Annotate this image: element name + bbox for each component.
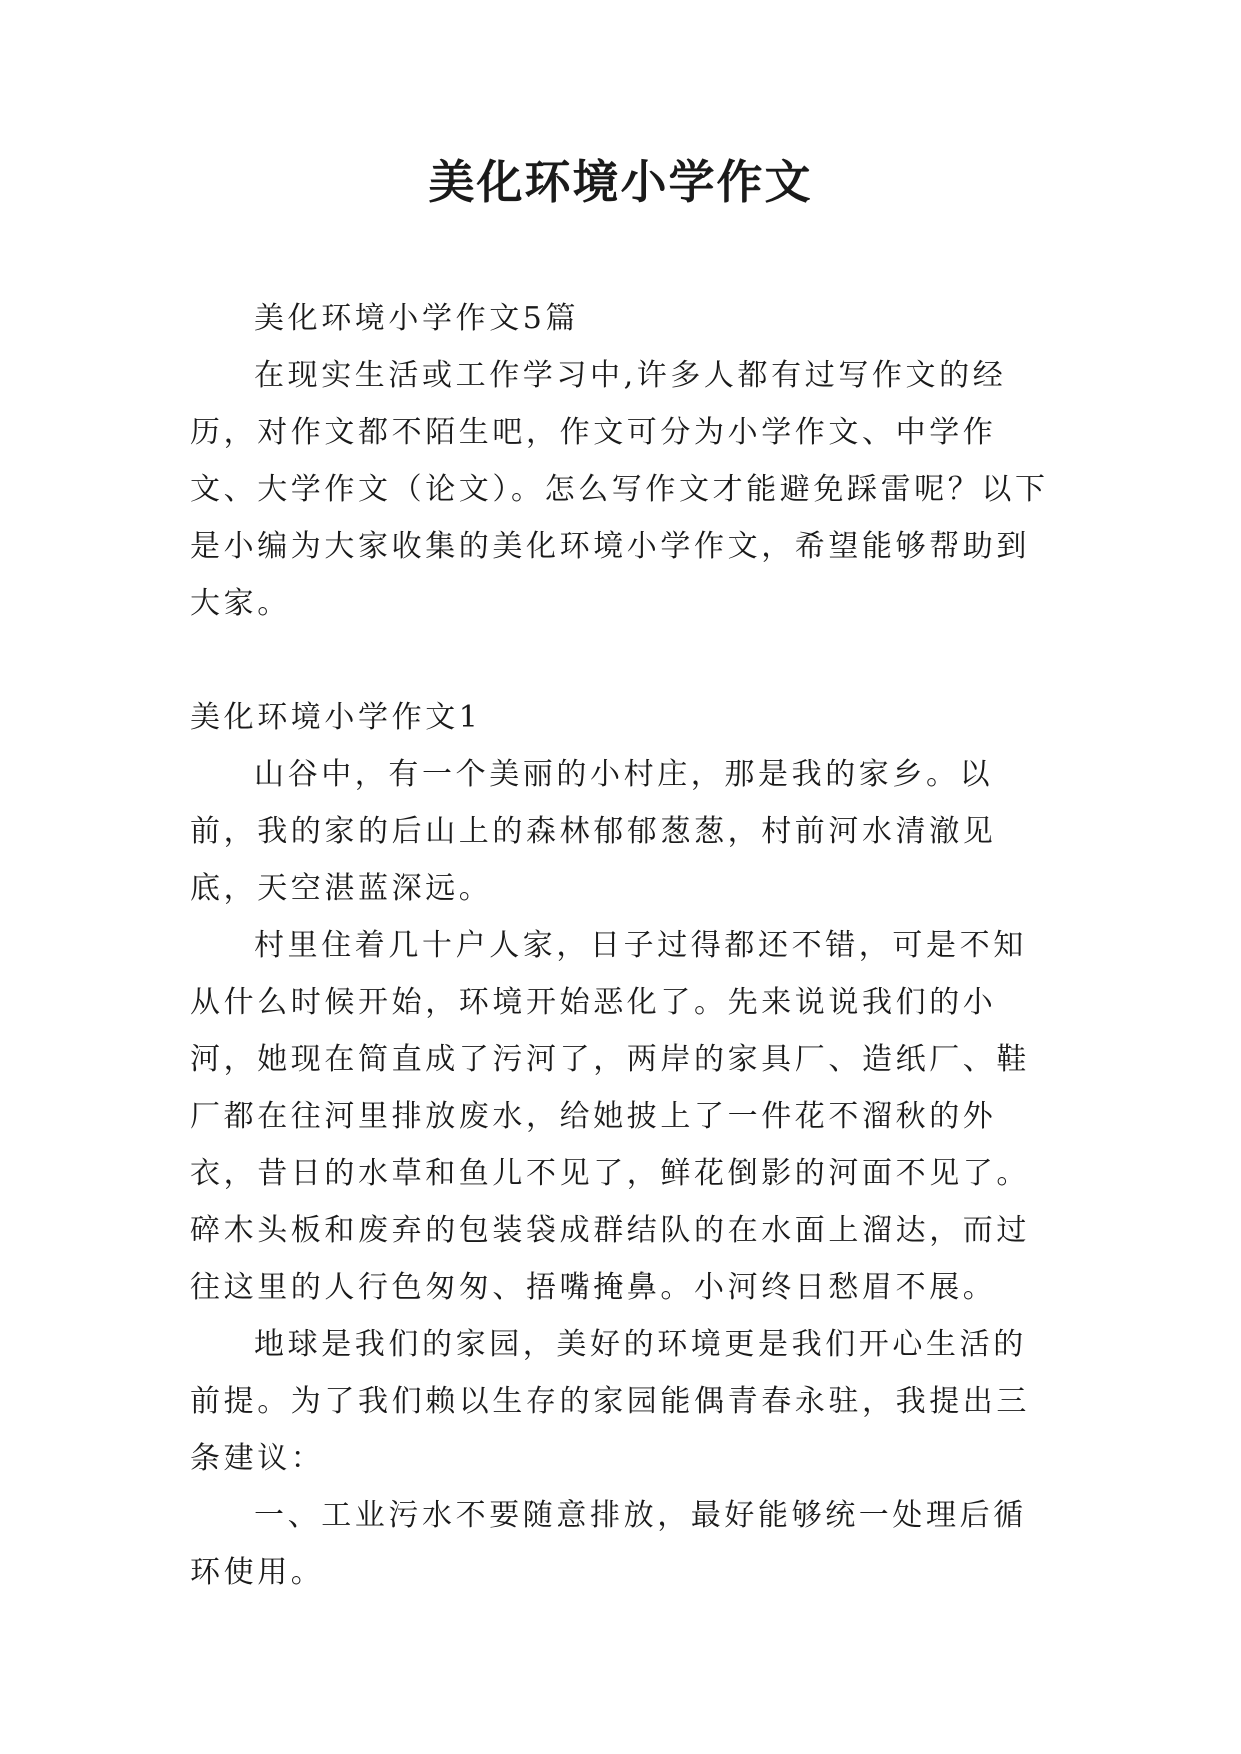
paragraph-spacer [190,632,1060,689]
section-heading: 美化环境小学作文1 [190,700,482,735]
document-body [190,290,1060,1601]
document-title: 美化环境小学作文 [428,155,813,209]
body-paragraph-2: 村里住着几十户人家，日子过得都还不错，可是不知从什么时候开始，环境开始恶化了。先来说说我们的小河，她现在简直成了污河了，两岸的家具厂、造纸厂、鞋厂都在往河里排放废水，给她披上了一件花不溜秋的外衣，昔日的水草和鱼儿不见了，鲜花倒影的河面不见了。碎木头板和废弃的包装袋成群结队的在水面上溜达，而过往这里的人行色匆匆、捂嘴掩鼻。小河终日愁眉不展。 [190,928,1030,1305]
body-paragraph-3: 地球是我们的家园，美好的环境更是我们开心生活的前提。为了我们赖以生存的家园能偶青春永驻，我提出三条建议： [190,1327,1030,1476]
body-paragraph-1: 山谷中，有一个美丽的小村庄，那是我的家乡。以前，我的家的后山上的森林郁郁葱葱，村前河水清澈见底，天空湛蓝深远。 [190,757,997,906]
intro-paragraph: 在现实生活或工作学习中,许多人都有过写作文的经历，对作文都不陌生吧，作文可分为小学作文、中学作文、大学作文（论文）。怎么写作文才能避免踩雷呢？以下是小编为大家收集的美化环境小学作文，希望能够帮助到大家。 [190,358,1049,621]
body-paragraph-4: 一、工业污水不要随意排放，最好能够统一处理后循环使用。 [190,1498,1027,1590]
document-subtitle: 美化环境小学作文5篇 [254,301,580,336]
